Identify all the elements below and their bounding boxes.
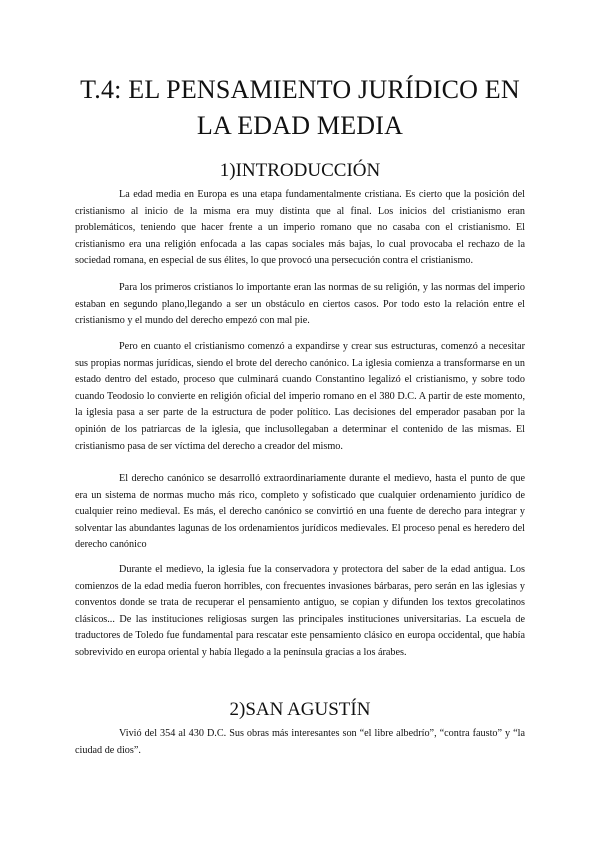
section-heading-san-agustin: 2)SAN AGUSTÍN	[229, 699, 371, 720]
document-title: T.4: EL PENSAMIENTO JURÍDICO EN LA EDAD MEDIA	[80, 75, 520, 140]
paragraph: Durante el medievo, la iglesia fue la conservadora y protectora del saber de la edad antigua. Los comienzos de la edad media fueron horribles, con frecuentes invasiones bárbaras, pero serán en las iglesias y conventos donde se trata de recuperar el pensamiento antiguo, se copian y difunden los textos grecolatinos clásicos... De las instituciones religiosas surgen las principales instituciones universitarias. La escuela de traductores de Toledo fue fundamental para rescatar este pensamiento clásico en europa occidental, que había sobrevivido en europa oriental y había llegado a la península gracias a los árabes.	[75, 564, 525, 658]
section-heading-introduccion: 1)INTRODUCCIÓN	[219, 160, 381, 181]
paragraph: Para los primeros cristianos lo importante eran las normas de su religión, y las normas del imperio estaban en segundo plano,llegando a ser un obstáculo en ciertos casos. Por todo esto la relación entre el cristianismo y el mundo del derecho empezó con mal pie.	[75, 282, 525, 327]
paragraph: La edad media en Europa es una etapa fundamentalmente cristiana. Es cierto que la posición del cristianismo al inicio de la misma era muy distinta que al final. Los inicios del cristianismo eran problemáticos, teniendo que hacer frente a un imperio romano que no casaba con el cristianismo. El cristianismo era una religión enfocada a las capas sociales más bajas, lo cual provocaba el rechazo de la sociedad romana, en especial de sus élites, lo que provocó una persecución contra el cristianismo.	[75, 189, 525, 267]
paragraph: El derecho canónico se desarrolló extraordinariamente durante el medievo, hasta el punto de que era un sistema de normas mucho más rico, completo y sofisticado que cualquier ordenamiento jurídico de cualquier reino medieval. Es más, el derecho canónico se convirtió en una fuente de derecho para integrar y solventar las abundantes lagunas de los ordenamientos jurídicos medievales. El proceso penal es heredero del derecho canónico	[75, 473, 525, 551]
paragraph: Pero en cuanto el cristianismo comenzó a expandirse y crear sus estructuras, comenzó a necesitar sus propias normas jurídicas, siendo el brote del derecho canónico. La iglesia comienza a transformarse en un estado dentro del estado, proceso que culminará cuando Constantino legalizó el cristianismo, y sobre todo cuando Teodosio lo convierte en religión oficial del imperio romano en el 380 D.C. A partir de este momento, la iglesia pasa a ser parte de la estructura de poder político. Las decisiones del emperador pasaban por la opinión de los patriarcas de la iglesia, que inclusollegaban a determinar el contenido de las mismas. El cristianismo pasa de ser víctima del derecho a creador del mismo.	[75, 341, 525, 452]
paragraph: Vivió del 354 al 430 D.C. Sus obras más interesantes son “el libre albedrío”, “contra fausto” y “la ciudad de dios”.	[75, 728, 525, 756]
